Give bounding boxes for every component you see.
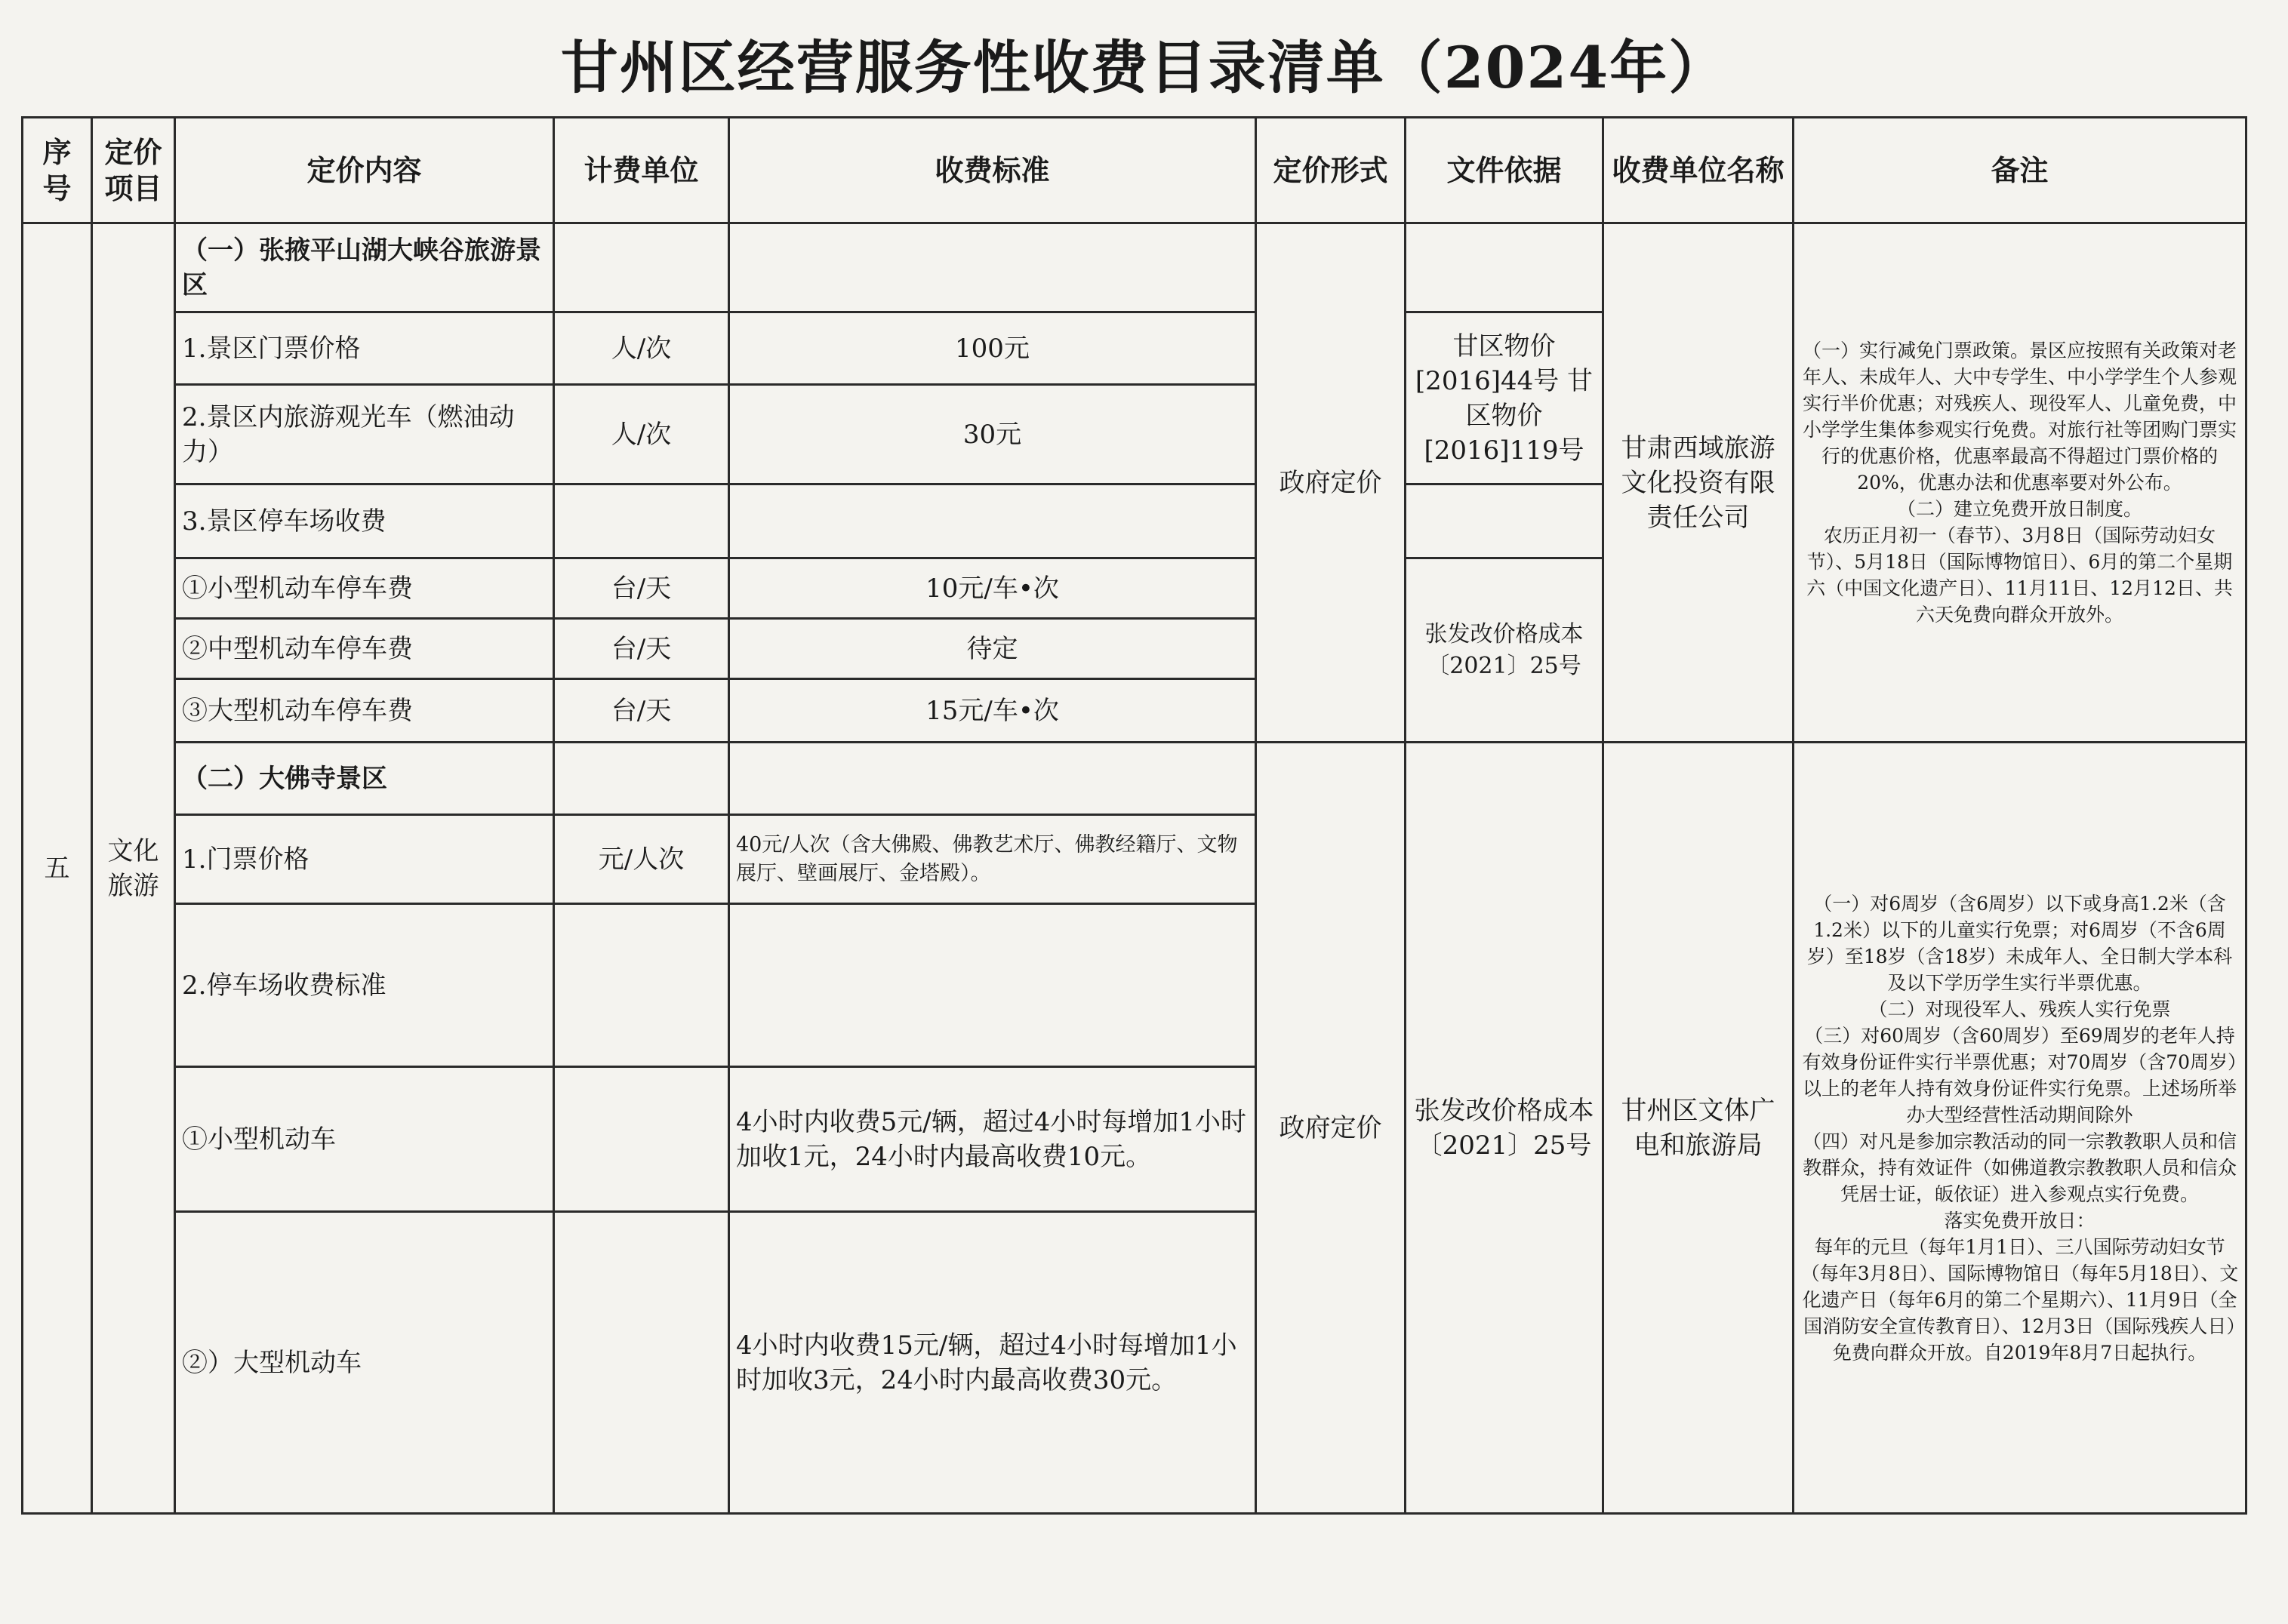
unit-cell [554,1212,729,1514]
unit-cell [554,1067,729,1212]
standard-cell: 待定 [729,619,1256,679]
standard-cell: 4小时内收费15元/辆，超过4小时每增加1小时加收3元，24小时内最高收费30元。 [729,1212,1256,1514]
content-cell: 2.停车场收费标准 [175,904,554,1067]
unit-cell: 人/次 [554,385,729,484]
unit-cell: 台/天 [554,619,729,679]
unit-cell [554,904,729,1067]
unit-cell: 人/次 [554,312,729,385]
standard-cell: 4小时内收费5元/辆，超过4小时每增加1小时加收1元，24小时内最高收费10元。 [729,1067,1256,1212]
group-item: 文化旅游 [92,223,175,1514]
remark-2-para: 每年的元旦（每年1月1日）、三八国际劳动妇女节（每年3月8日）、国际博物馆日（每年5月18日）、文化遗产日（每年6月的第二个星期六）、11月9日（全国消防安全宣传教育日）、12月3日（国际残疾人日）免费向群众开放。自2019年8月7日起执行。 [1800,1235,2239,1364]
content-cell: ②中型机动车停车费 [175,619,554,679]
section-title-1: （一）张掖平山湖大峡谷旅游景区 [175,223,554,312]
table-row [23,223,2246,312]
remark-2-para: （一）对6周岁（含6周岁）以下或身高1.2米（含1.2米）以下的儿童实行免票；对6周岁（不含6周岁）至18岁（含18岁）未成年人、全日制大学本科及以下学历学生实行半票优惠。 [1806,892,2233,994]
table-row [23,743,2246,815]
standard-cell [729,484,1256,558]
page-title: 甘州区经营服务性收费目录清单（2024年） [560,34,1728,101]
header-row [23,118,2246,223]
standard-cell: 40元/人次（含大佛殿、佛教艺术厅、佛教经籍厅、文物展厅、壁画展厅、金塔殿）。 [729,815,1256,904]
header-item: 定价项目 [92,118,175,223]
header-remark: 备注 [1794,118,2246,223]
content-cell: ①小型机动车 [175,1067,554,1212]
content-cell: 1.景区门票价格 [175,312,554,385]
unit-cell: 元/人次 [554,815,729,904]
org-2: 甘州区文体广电和旅游局 [1603,743,1794,1514]
content-cell: ③大型机动车停车费 [175,679,554,743]
basis-1b: 张发改价格成本〔2021〕25号 [1406,558,1603,743]
content-cell: ①小型机动车停车费 [175,558,554,619]
header-seq: 序号 [23,118,92,223]
standard-cell: 30元 [729,385,1256,484]
unit-cell [554,484,729,558]
remark-1-para: （一）实行减免门票政策。景区应按照有关政策对老年人、未成年人、大中专学生、中小学学生个人参观实行半价优惠；对残疾人、现役军人、儿童免费，中小学学生集体参观实行免费。对旅行社等团购门票实行的优惠价格，优惠率最高不得超过门票价格的20%，优惠办法和优惠率要对外公布。 [1802,340,2237,494]
standard-cell: 100元 [729,312,1256,385]
org-1: 甘肃西域旅游文化投资有限责任公司 [1603,223,1794,743]
standard-cell: 15元/车•次 [729,679,1256,743]
remark-2-para: （四）对凡是参加宗教活动的同一宗教教职人员和信教群众，持有效证件（如佛道教宗教教职人员和信众凭居士证，皈依证）进入参观点实行免费。 [1802,1130,2237,1205]
basis-empty-top [1406,223,1603,312]
content-cell: ②）大型机动车 [175,1212,554,1514]
header-form: 定价形式 [1256,118,1406,223]
content-cell: 2.景区内旅游观光车（燃油动力） [175,385,554,484]
pricing-form-2: 政府定价 [1256,743,1406,1514]
remark-1 [1794,223,2246,743]
group-seq: 五 [23,223,92,1514]
remark-2-para: 落实免费开放日： [1944,1209,2096,1232]
remark-1-para: 农历正月初一（春节）、3月8日（国际劳动妇女节）、5月18日（国际博物馆日）、6月的第二个星期六（中国文化遗产日）、11月11日、12月12日、共六天免费向群众开放外。 [1806,524,2233,626]
unit-cell: 台/天 [554,679,729,743]
standard-cell: 10元/车•次 [729,558,1256,619]
basis-1a: 甘区物价[2016]44号 甘区物价[2016]119号 [1406,312,1603,484]
unit-cell: 台/天 [554,558,729,619]
remark-2-para: （二）对现役军人、残疾人实行免票 [1868,998,2171,1020]
remark-1-para: （二）建立免费开放日制度。 [1896,498,2142,520]
remark-2 [1794,743,2246,1514]
header-org: 收费单位名称 [1603,118,1794,223]
section-title-2: （二）大佛寺景区 [175,743,554,815]
content-cell: 1.门票价格 [175,815,554,904]
header-standard: 收费标准 [729,118,1256,223]
header-basis: 文件依据 [1406,118,1603,223]
basis-empty-mid [1406,484,1603,558]
basis-2: 张发改价格成本〔2021〕25号 [1406,743,1603,1514]
standard-cell [729,904,1256,1067]
pricing-form-1: 政府定价 [1256,223,1406,743]
content-cell: 3.景区停车场收费 [175,484,554,558]
fee-table [21,116,2247,1515]
header-unit: 计费单位 [554,118,729,223]
remark-2-para: （三）对60周岁（含60周岁）至69周岁的老年人持有效身份证件实行半票优惠；对70周岁（含70周岁）以上的老年人持有效身份证件实行免票。上述场所举办大型经营性活动期间除外 [1802,1024,2237,1126]
header-content: 定价内容 [175,118,554,223]
